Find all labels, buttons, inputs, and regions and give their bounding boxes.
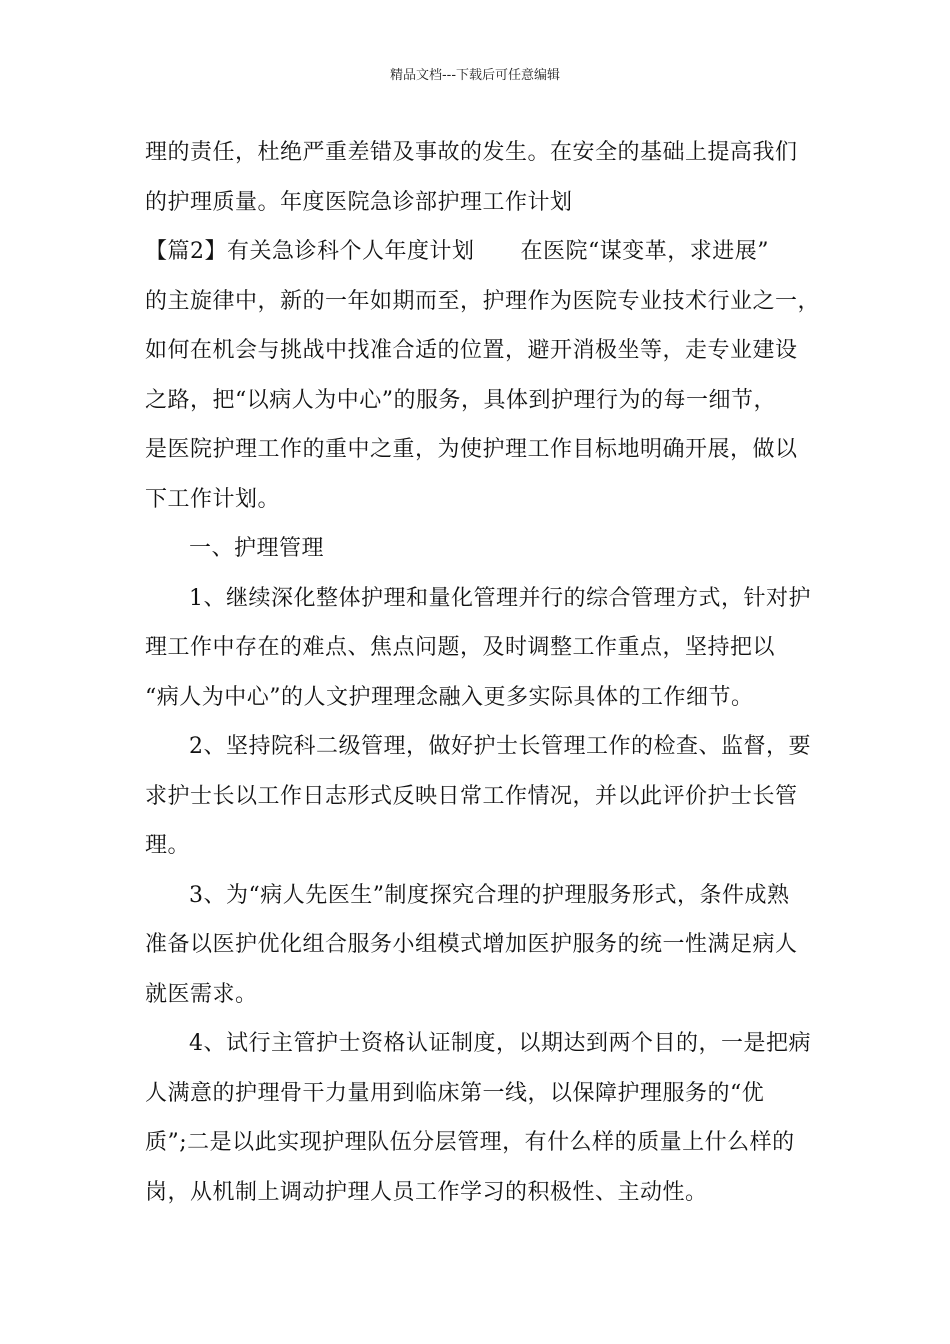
text-line: 之路，把“以病人为中心”的服务，具体到护理行为的每一细节，: [145, 387, 776, 413]
text-line: 人满意的护理骨干力量用到临床第一线，以保障护理服务的“优: [145, 1080, 765, 1106]
text-line: 质”;二是以此实现护理队伍分层管理，有什么样的质量上什么样的: [145, 1130, 795, 1155]
paragraph-start-line: 1、继续深化整体护理和量化管理并行的综合管理方式，针对护: [189, 585, 811, 611]
paragraph-start-line: 2、坚持院科二级管理，做好护士长管理工作的检查、监督，要: [189, 734, 811, 759]
text-line: 就医需求。: [145, 981, 258, 1007]
text-line: 求护士长以工作日志形式反映日常工作情况，并以此评价护士长管: [145, 783, 798, 809]
paragraph-start-line: 4、试行主管护士资格认证制度，以期达到两个目的，一是把病: [189, 1031, 811, 1056]
text-line: 如何在机会与挑战中找准合适的位置，避开消极坐等，走专业建设: [145, 338, 798, 363]
heading-line: 一、护理管理: [189, 536, 325, 561]
text-segment: 在医院“谋变革，求进展”: [520, 239, 769, 264]
paragraph-start-line: 3、为“病人先医生”制度探究合理的护理服务形式，条件成熟: [189, 882, 790, 908]
page-header: 精品文档---下载后可任意编辑: [389, 68, 561, 83]
section-title: 【篇2】有关急诊科个人年度计划: [145, 239, 475, 264]
text-line: 下工作计划。: [145, 486, 281, 512]
text-line: 岗，从机制上调动护理人员工作学习的积极性、主动性。: [145, 1179, 708, 1205]
text-line: 是医院护理工作的重中之重，为使护理工作目标地明确开展，做以: [145, 437, 798, 462]
text-line: 的主旋律中，新的一年如期而至，护理作为医院专业技术行业之一，: [145, 288, 821, 314]
text-line: 准备以医护优化组合服务小组模式增加医护服务的统一性满足病人: [145, 932, 798, 957]
text-line: 理的责任，杜绝严重差错及事故的发生。在安全的基础上提高我们: [145, 140, 798, 165]
text-line: 的护理质量。年度医院急诊部护理工作计划: [145, 189, 573, 215]
text-line: 理工作中存在的难点、焦点问题，及时调整工作重点，坚持把以: [145, 635, 776, 660]
section-title-line: [145, 227, 809, 277]
document-body: [145, 128, 821, 1217]
text-line: 理。: [145, 833, 191, 858]
text-line: “病人为中心”的人文护理理念融入更多实际具体的工作细节。: [145, 684, 754, 710]
